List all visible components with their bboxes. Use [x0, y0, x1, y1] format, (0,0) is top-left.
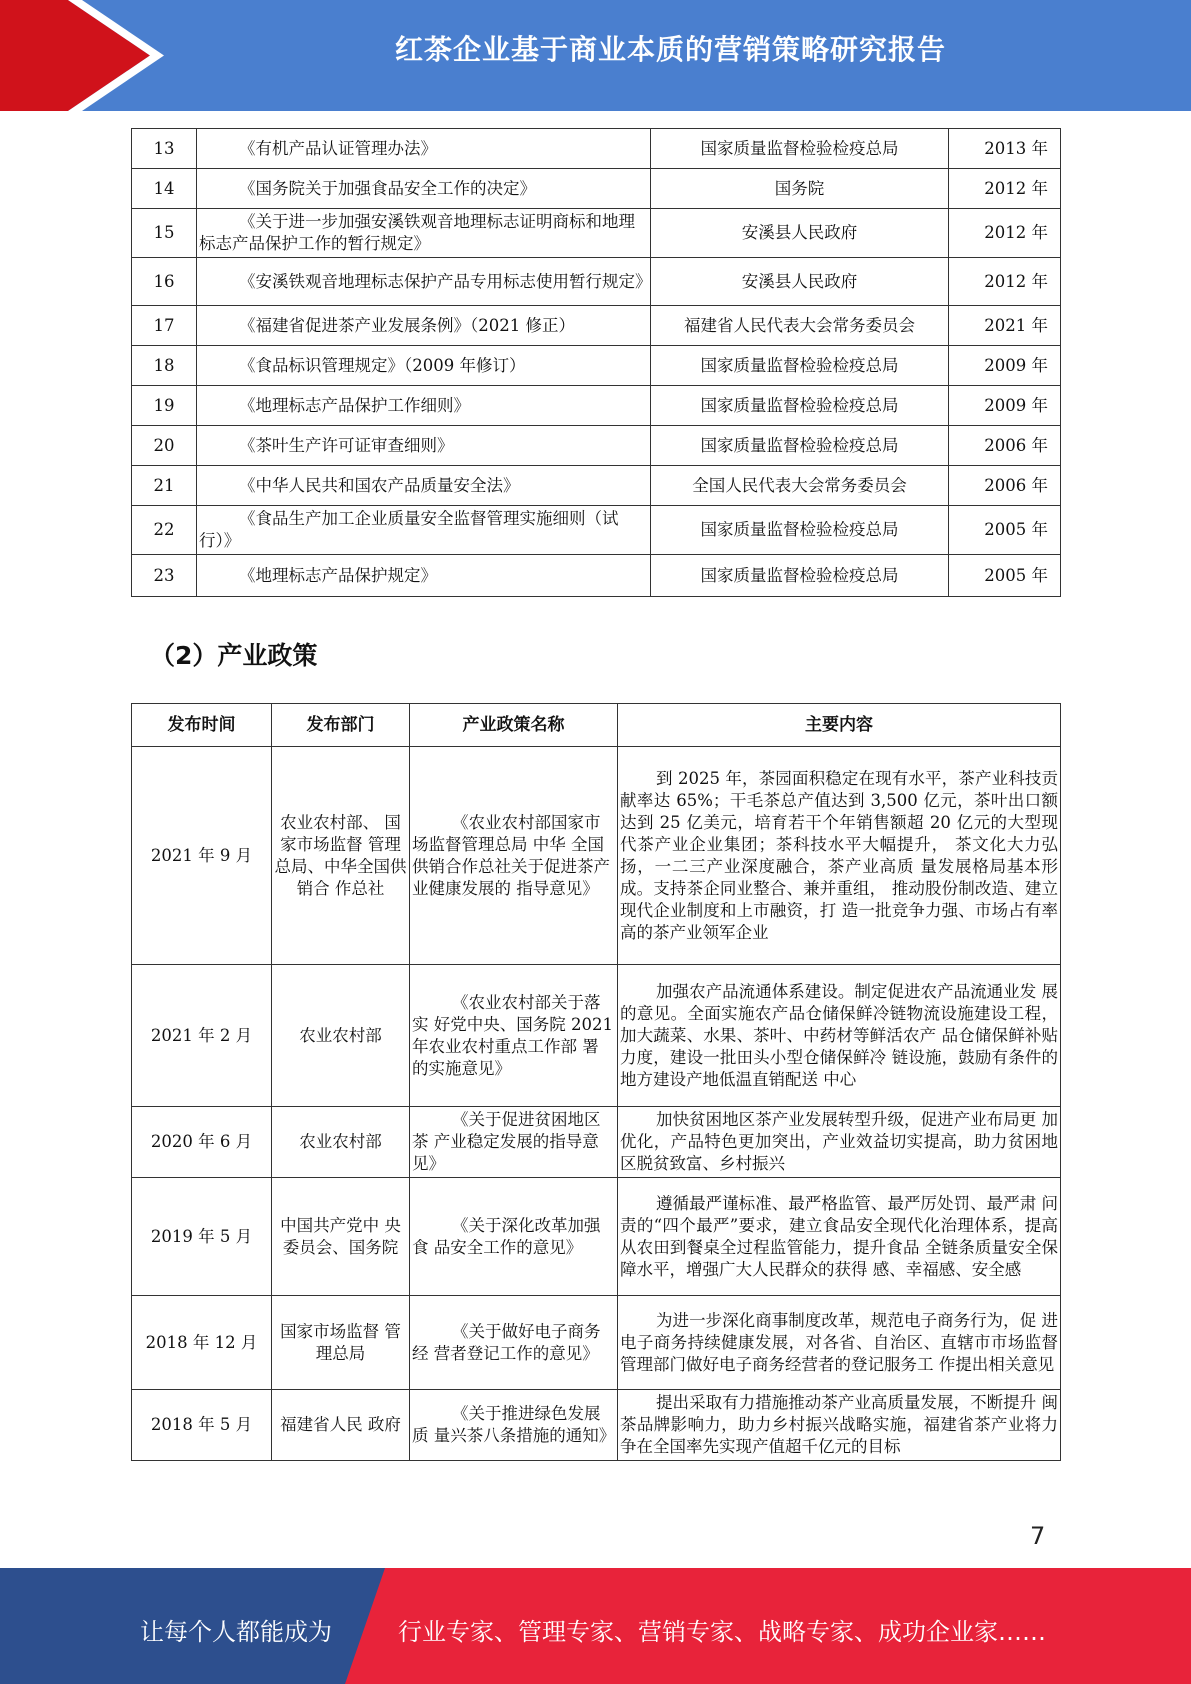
table-row [132, 1390, 1061, 1461]
issuing-department: 国家质量监督检验检疫总局 [651, 386, 949, 426]
column-header-policy-name: 产业政策名称 [410, 704, 618, 747]
issuing-department: 安溪县人民政府 [651, 209, 949, 258]
page-header [0, 0, 1191, 111]
issue-year: 2005 年 [949, 555, 1061, 597]
issue-year: 2009 年 [949, 346, 1061, 386]
regulation-number: 21 [132, 466, 197, 506]
policy-name: 《关于推进绿色发展质 量兴茶八条措施的通知》 [410, 1390, 618, 1461]
regulation-name: 《国务院关于加强食品安全工作的决定》 [197, 169, 651, 209]
table-row [132, 506, 1061, 555]
policy-date: 2021 年 9 月 [132, 747, 272, 965]
page-footer [0, 1568, 1191, 1684]
issuing-department: 福建省人民代表大会常务委员会 [651, 306, 949, 346]
policy-department: 农业农村部 [272, 965, 410, 1107]
regulation-name: 《茶叶生产许可证审查细则》 [197, 426, 651, 466]
policy-date: 2019 年 5 月 [132, 1178, 272, 1296]
policy-date: 2020 年 6 月 [132, 1107, 272, 1178]
table-row [132, 209, 1061, 258]
regulation-number: 15 [132, 209, 197, 258]
table-row [132, 258, 1061, 306]
regulation-name: 《福建省促进茶产业发展条例》（2021 修正） [197, 306, 651, 346]
policy-content: 到 2025 年，茶园面积稳定在现有水平，茶产业科技贡 献率达 65%；干毛茶总产值达到 3,500 亿元，茶叶出口额达到 25 亿美元，培育若干个年销售额超 20 亿元的大型现代茶产业企业集团；茶科技水平大幅提升， 茶文化大力弘扬，一二三产业深度融合，茶产业高质 量发展格局基本形成。支持茶企同业整合、兼并重组， 推动股份制改造、建立现代企业制度和上市融资，打 造一批竞争力强、市场占有率高的茶产业领军企业 [618, 747, 1061, 965]
regulation-name: 《中华人民共和国农产品质量安全法》 [197, 466, 651, 506]
table-row [132, 1178, 1061, 1296]
issue-year: 2006 年 [949, 466, 1061, 506]
issue-year: 2012 年 [949, 209, 1061, 258]
issuing-department: 国家质量监督检验检疫总局 [651, 346, 949, 386]
table-row [132, 1296, 1061, 1390]
regulations-table [131, 128, 1061, 597]
table-row [132, 466, 1061, 506]
regulation-number: 23 [132, 555, 197, 597]
regulation-name: 《食品生产加工企业质量安全监督管理实施细则（试行）》 [197, 506, 651, 555]
table-row [132, 306, 1061, 346]
policy-name: 《关于做好电子商务经 营者登记工作的意见》 [410, 1296, 618, 1390]
policy-name: 《农业农村部国家市场监督管理总局 中华 全国供销合作总社关于促进茶产业健康发展的 指导意见》 [410, 747, 618, 965]
table-row [132, 346, 1061, 386]
issue-year: 2006 年 [949, 426, 1061, 466]
policy-content: 为进一步深化商事制度改革，规范电子商务行为，促 进电子商务持续健康发展，对各省、自治区、直辖市市场监督管理部门做好电子商务经营者的登记服务工 作提出相关意见 [618, 1296, 1061, 1390]
policy-name: 《关于深化改革加强食 品安全工作的意见》 [410, 1178, 618, 1296]
regulation-number: 17 [132, 306, 197, 346]
policy-department: 农业农村部、 国家市场监督 管理总局、中华全国供销合 作总社 [272, 747, 410, 965]
issuing-department: 国家质量监督检验检疫总局 [651, 426, 949, 466]
footer-slogan-right: 行业专家、管理专家、营销专家、战略专家、成功企业家…… [398, 1618, 1046, 1646]
column-header-content: 主要内容 [618, 704, 1061, 747]
regulation-number: 19 [132, 386, 197, 426]
issuing-department: 国家质量监督检验检疫总局 [651, 555, 949, 597]
page-number: 7 [1030, 1522, 1046, 1550]
regulation-name: 《地理标志产品保护规定》 [197, 555, 651, 597]
regulation-name: 《关于进一步加强安溪铁观音地理标志证明商标和地理 标志产品保护工作的暂行规定》 [197, 209, 651, 258]
table-row [132, 747, 1061, 965]
policy-content: 遵循最严谨标准、最严格监管、最严厉处罚、最严肃 问责的“四个最严”要求，建立食品安全现代化治理体系，提高从农田到餐桌全过程监管能力，提升食品 全链条质量安全保障水平，增强广大人民群众的获得 感、幸福感、安全感 [618, 1178, 1061, 1296]
issue-year: 2021 年 [949, 306, 1061, 346]
policy-department: 农业农村部 [272, 1107, 410, 1178]
table-row [132, 386, 1061, 426]
policy-date: 2018 年 12 月 [132, 1296, 272, 1390]
issue-year: 2005 年 [949, 506, 1061, 555]
issue-year: 2012 年 [949, 169, 1061, 209]
regulation-number: 22 [132, 506, 197, 555]
policy-content: 加快贫困地区茶产业发展转型升级，促进产业布局更 加优化，产品特色更加突出，产业效益切实提高，助力贫困地区脱贫致富、乡村振兴 [618, 1107, 1061, 1178]
issue-year: 2009 年 [949, 386, 1061, 426]
report-title: 红茶企业基于商业本质的营销策略研究报告 [394, 33, 946, 66]
issuing-department: 国家质量监督检验检疫总局 [651, 129, 949, 169]
regulation-name: 《食品标识管理规定》（2009 年修订） [197, 346, 651, 386]
policy-department: 中国共产党中 央委员会、国务院 [272, 1178, 410, 1296]
issuing-department: 全国人民代表大会常务委员会 [651, 466, 949, 506]
regulation-name: 《有机产品认证管理办法》 [197, 129, 651, 169]
table-row [132, 555, 1061, 597]
issue-year: 2013 年 [949, 129, 1061, 169]
policy-content: 加强农产品流通体系建设。制定促进农产品流通业发 展的意见。全面实施农产品仓储保鲜冷链物流设施建设工程，加大蔬菜、水果、茶叶、中药材等鲜活农产 品仓储保鲜补贴力度，建设一批田头小型仓储保鲜冷 链设施，鼓励有条件的地方建设产地低温直销配送 中心 [618, 965, 1061, 1107]
regulation-number: 16 [132, 258, 197, 306]
policy-date: 2018 年 5 月 [132, 1390, 272, 1461]
table-row [132, 965, 1061, 1107]
regulation-number: 18 [132, 346, 197, 386]
regulation-number: 20 [132, 426, 197, 466]
regulation-name: 《地理标志产品保护工作细则》 [197, 386, 651, 426]
industry-policy-table [131, 703, 1061, 1461]
table-header-row [132, 704, 1061, 747]
policy-name: 《农业农村部关于落实 好党中央、国务院 2021 年农业农村重点工作部 署的实施意见》 [410, 965, 618, 1107]
table-row [132, 169, 1061, 209]
column-header-date: 发布时间 [132, 704, 272, 747]
section-title: （2）产业政策 [150, 641, 318, 670]
policy-name: 《关于促进贫困地区茶 产业稳定发展的指导意 见》 [410, 1107, 618, 1178]
regulation-number: 13 [132, 129, 197, 169]
issue-year: 2012 年 [949, 258, 1061, 306]
column-header-dept: 发布部门 [272, 704, 410, 747]
regulation-number: 14 [132, 169, 197, 209]
policy-content: 提出采取有力措施推动茶产业高质量发展，不断提升 闽茶品牌影响力，助力乡村振兴战略实施，福建省茶产业将力争在全国率先实现产值超千亿元的目标 [618, 1390, 1061, 1461]
table-row [132, 129, 1061, 169]
policy-date: 2021 年 2 月 [132, 965, 272, 1107]
policy-department: 福建省人民 政府 [272, 1390, 410, 1461]
policy-department: 国家市场监督 管理总局 [272, 1296, 410, 1390]
issuing-department: 国务院 [651, 169, 949, 209]
issuing-department: 国家质量监督检验检疫总局 [651, 506, 949, 555]
footer-slogan-left: 让每个人都能成为 [140, 1618, 332, 1646]
regulation-name: 《安溪铁观音地理标志保护产品专用标志使用暂行规定》 [197, 258, 651, 306]
issuing-department: 安溪县人民政府 [651, 258, 949, 306]
table-row [132, 426, 1061, 466]
table-row [132, 1107, 1061, 1178]
